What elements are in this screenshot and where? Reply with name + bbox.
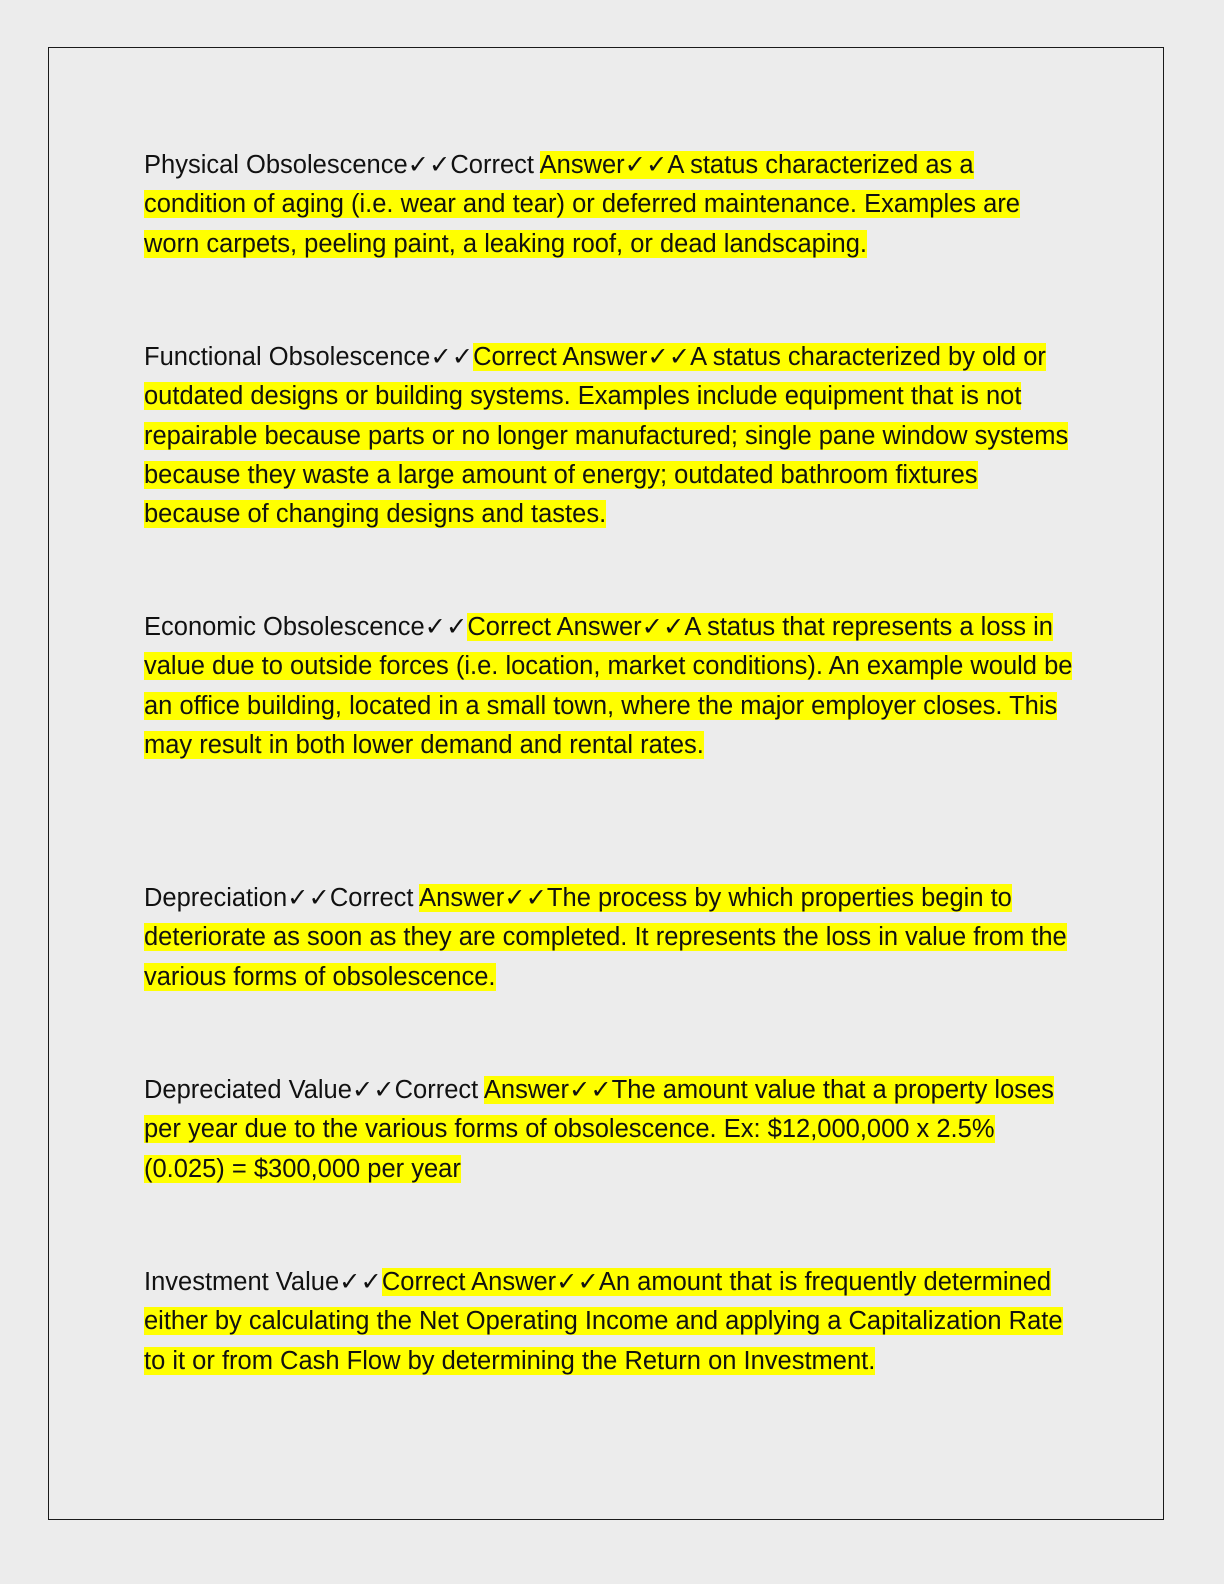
entry-economic-obsolescence	[144, 608, 1079, 765]
entry-highlighted-answer: Answer✓✓A status characterized as a condition of aging (i.e. wear and tear) or deferred maintenance. Examples are worn carpets, peeling paint, a leaking roof, or dead landscaping.	[144, 151, 1020, 258]
entry-depreciation	[144, 879, 1079, 997]
entry-term: Economic Obsolescence✓✓	[144, 613, 468, 641]
entry-highlighted-answer: Answer✓✓The process by which properties begin to deteriorate as soon as they are completed. It represents the loss in value from the various forms of obsolescence.	[144, 884, 1067, 991]
entry-term: Investment Value✓✓	[144, 1268, 382, 1296]
entry-term: Depreciation✓✓Correct	[144, 884, 420, 912]
entry-investment-value	[144, 1263, 1079, 1381]
entry-depreciated-value	[144, 1071, 1079, 1189]
entry-term: Physical Obsolescence✓✓Correct	[144, 151, 540, 179]
entry-functional-obsolescence	[144, 338, 1079, 534]
entry-term: Depreciated Value✓✓Correct	[144, 1076, 484, 1104]
entry-highlighted-answer: Correct Answer✓✓A status characterized by old or outdated designs or building systems. Examples include equipment that is not repairable because parts or no longer manufactured; single pane window systems because they waste a large amount of energy; outdated bathroom fixtures because of changing designs and tastes.	[144, 343, 1069, 529]
entry-highlighted-answer: Answer✓✓The amount value that a property loses per year due to the various forms of obsolescence. Ex: $12,000,000 x 2.5% (0.025) = $300,000 per year	[144, 1076, 1054, 1183]
entry-physical-obsolescence	[144, 146, 1079, 264]
entry-highlighted-answer: Correct Answer✓✓An amount that is frequently determined either by calculating the Net Operating Income and applying a Capitalization Rate to it or from Cash Flow by determining the Return on Investment.	[144, 1268, 1063, 1375]
entry-highlighted-answer: Correct Answer✓✓A status that represents a loss in value due to outside forces (i.e. location, market conditions). An example would be an office building, located in a small town, where the major employer closes. This may result in both lower demand and rental rates.	[144, 613, 1073, 759]
document-page	[48, 47, 1164, 1520]
entry-term: Functional Obsolescence✓✓	[144, 343, 474, 371]
